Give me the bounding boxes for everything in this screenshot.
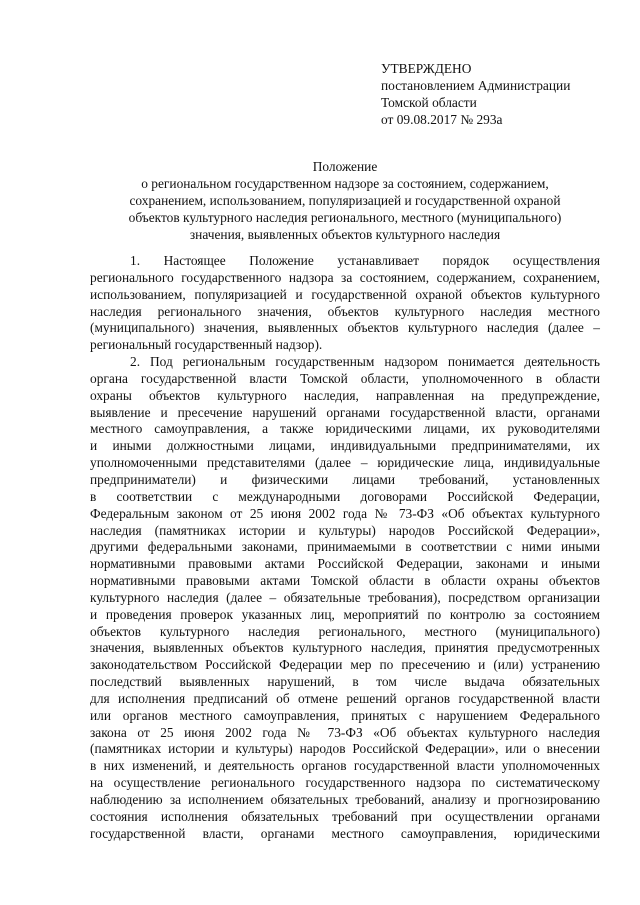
title-line: объектов культурного наследия регионального, местного (муниципального)	[128, 210, 562, 225]
text-line: уполномоченными представителями (далее – юридические лица, индивидуальные	[90, 455, 600, 471]
text-line: в соответствии с международными договорами Российской Федерации,	[90, 488, 600, 504]
text-line: Федеральным законом от 25 июня 2002 года № 73-ФЗ «Об объектах культурного	[90, 505, 600, 521]
paragraph-1	[90, 253, 600, 354]
text-line: законодательством Российской Федерации мер по пресечению и (или) устранению	[90, 657, 600, 673]
text-line: наблюдению за исполнением обязательных требований, анализу и прогнозированию	[90, 792, 600, 807]
paragraph-2	[90, 354, 600, 842]
title-line: значения, выявленных объектов культурного наследия	[189, 227, 501, 242]
title-line: сохранением, использованием, популяризацией и государственной охраной	[129, 193, 561, 208]
text-line: объектов культурного наследия регионального, местного (муниципального)	[90, 623, 600, 639]
approval-resolution: постановлением Администрации	[381, 78, 571, 93]
approval-region: Томской области	[381, 95, 477, 110]
approval-date-number: от 09.08.2017 № 293а	[381, 112, 503, 127]
document-title	[90, 158, 600, 243]
text-line: наследия регионального значения, объектов культурного наследия местного	[90, 303, 600, 319]
text-line: местного самоуправления, а также юридическими лицами, их руководителями	[90, 421, 600, 437]
text-line: закона от 25 июня 2002 года № 73-ФЗ «Об объектах культурного наследия	[90, 724, 600, 740]
text-line: регионального государственного надзора за состоянием, содержанием, сохранением,	[90, 269, 600, 285]
text-line: для исполнения предписаний об отмене решений органов государственной власти	[90, 690, 600, 706]
text-line: государственной власти, органами местного самоуправления, юридическими	[90, 825, 600, 841]
document-body	[90, 253, 600, 843]
text-line: (муниципального) значения, выявленных объектов культурного наследия (далее –	[90, 320, 600, 336]
approval-stamp	[381, 60, 570, 128]
text-line: (памятниках истории и культуры) народов Российской Федерации», или о внесении	[90, 741, 600, 757]
text-line: предприниматели) и физическими лицами требований, установленных	[90, 471, 600, 487]
text-line: другими федеральными законами, принимаемыми в соответствии с ними иными	[90, 539, 600, 555]
text-line: выявление и пресечение нарушений органами государственной власти, органами	[90, 404, 600, 420]
text-line: значения, выявленных объектов культурного наследия, принятия предусмотренных	[90, 640, 600, 656]
text-line: нормативными правовыми актами Томской области в области охраны объектов	[90, 573, 600, 589]
text-line: охраны объектов культурного наследия, направленная на предупреждение,	[90, 387, 600, 403]
text-line: региональный государственный надзор).	[90, 337, 323, 353]
text-line: в них изменений, и деятельность органов государственной власти уполномоченных	[90, 758, 600, 774]
text-line: органа государственной власти Томской области, уполномоченного в области	[90, 370, 600, 386]
text-line: и иными должностными лицами, индивидуальными предпринимателями, их	[90, 438, 600, 454]
text-line: 2. Под региональным государственным надзором понимается деятельность	[130, 354, 600, 370]
approval-heading: УТВЕРЖДЕНО	[381, 61, 472, 76]
text-line: состояния исполнения обязательных требований при осуществлении органами	[90, 808, 600, 824]
title-line: о региональном государственном надзоре за состоянием, содержанием,	[141, 176, 549, 191]
text-line: или органов местного самоуправления, принятых с нарушением Федерального	[90, 707, 600, 723]
text-line: использованием, популяризацией и государственной охраной объектов культурного	[90, 286, 600, 302]
text-line: последствий выявленных нарушений, в том числе выдача обязательных	[90, 674, 600, 690]
text-line: наследия (памятниках истории и культуры) народов Российской Федерации»,	[90, 522, 600, 538]
text-line: 1. Настоящее Положение устанавливает порядок осуществления	[130, 253, 600, 268]
title-line: Положение	[312, 159, 378, 174]
text-line: культурного наследия (далее – обязательные требования), посредством организации	[90, 589, 600, 605]
text-line: нормативными правовыми актами Российской Федерации, законами и иными	[90, 556, 600, 572]
text-line: и проведения проверок указанных лиц, мероприятий по контролю за состоянием	[90, 606, 600, 622]
text-line: на осуществление регионального государственного надзора по систематическому	[90, 775, 600, 791]
